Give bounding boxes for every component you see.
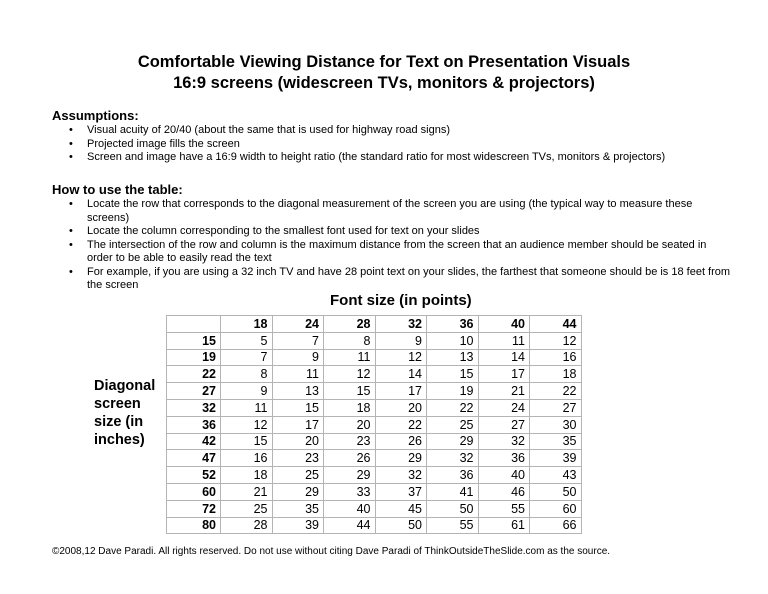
distance-cell: 5 [221,332,273,349]
distance-cell: 35 [272,500,324,517]
copyright-footer: ©2008,12 Dave Paradi. All rights reserved. Do not use without citing Dave Paradi of ThinkOutsideTheSlide.com as the source. [52,546,611,557]
distance-cell: 14 [478,349,530,366]
distance-cell: 23 [272,450,324,467]
distance-cell: 16 [530,349,582,366]
row-header-screen-size: 42 [167,433,221,450]
distance-cell: 7 [221,349,273,366]
distance-cell: 12 [324,366,376,383]
distance-cell: 21 [478,383,530,400]
distance-cell: 18 [221,467,273,484]
row-header-screen-size: 60 [167,483,221,500]
row-header-screen-size: 19 [167,349,221,366]
distance-cell: 7 [272,332,324,349]
distance-cell: 26 [324,450,376,467]
distance-cell: 9 [221,383,273,400]
distance-cell: 8 [221,366,273,383]
distance-cell: 40 [478,467,530,484]
table-row [167,416,582,433]
distance-cell: 19 [427,383,479,400]
distance-cell: 17 [375,383,427,400]
row-header-screen-size: 72 [167,500,221,517]
distance-cell: 22 [375,416,427,433]
distance-cell: 15 [324,383,376,400]
table-row [167,517,582,534]
page-subtitle: 16:9 screens (widescreen TVs, monitors & projectors) [173,74,595,92]
assumptions-section [52,108,732,165]
column-header: 24 [272,316,324,333]
distance-cell: 36 [427,467,479,484]
table-row [167,433,582,450]
distance-cell: 22 [530,383,582,400]
distance-cell: 20 [272,433,324,450]
table-row [167,399,582,416]
distance-cell: 61 [478,517,530,534]
distance-cell: 33 [324,483,376,500]
distance-cell: 16 [221,450,273,467]
assumption-item: • Visual acuity of 20/40 (about the same that is used for highway road signs) [87,124,732,138]
distance-cell: 46 [478,483,530,500]
table-row [167,450,582,467]
distance-cell: 44 [324,517,376,534]
table-body [167,332,582,534]
row-header-screen-size: 22 [167,366,221,383]
distance-cell: 11 [324,349,376,366]
distance-cell: 32 [478,433,530,450]
distance-cell: 55 [478,500,530,517]
distance-cell: 15 [427,366,479,383]
assumption-item: • Projected image fills the screen [87,138,732,152]
distance-cell: 10 [427,332,479,349]
column-header: 28 [324,316,376,333]
table-row [167,366,582,383]
distance-cell: 43 [530,467,582,484]
distance-cell: 39 [272,517,324,534]
distance-cell: 36 [478,450,530,467]
assumptions-list [52,124,732,165]
table-row [167,467,582,484]
distance-cell: 60 [530,500,582,517]
distance-cell: 32 [375,467,427,484]
distance-cell: 45 [375,500,427,517]
table-header-row [167,316,582,333]
distance-cell: 30 [530,416,582,433]
how-to-item: • Locate the column corresponding to the smallest font used for text on your slides [87,225,732,239]
how-to-item: • The intersection of the row and column is the maximum distance from the screen that an audience member should be seated in order to be able to easily read the text [87,239,732,266]
distance-cell: 20 [324,416,376,433]
how-to-heading: How to use the table: [52,182,183,197]
distance-cell: 18 [324,399,376,416]
column-header: 44 [530,316,582,333]
distance-cell: 20 [375,399,427,416]
distance-cell: 13 [272,383,324,400]
table-corner-cell [167,316,221,333]
distance-cell: 12 [530,332,582,349]
diagonal-size-axis-label: Diagonal screen size (in inches) [94,378,156,448]
distance-cell: 8 [324,332,376,349]
distance-cell: 22 [427,399,479,416]
distance-cell: 15 [272,399,324,416]
page-title: Comfortable Viewing Distance for Text on Presentation Visuals [137,53,631,71]
distance-cell: 25 [221,500,273,517]
distance-cell: 32 [427,450,479,467]
distance-cell: 29 [272,483,324,500]
distance-cell: 27 [530,399,582,416]
table-row [167,483,582,500]
row-header-screen-size: 15 [167,332,221,349]
distance-cell: 41 [427,483,479,500]
distance-cell: 25 [272,467,324,484]
distance-cell: 12 [221,416,273,433]
distance-cell: 11 [221,399,273,416]
distance-cell: 17 [478,366,530,383]
how-to-item: • Locate the row that corresponds to the diagonal measurement of the screen you are using (the typical way to measure these screens) [87,198,732,225]
table-row [167,349,582,366]
distance-cell: 18 [530,366,582,383]
distance-cell: 9 [375,332,427,349]
distance-cell: 55 [427,517,479,534]
column-header: 40 [478,316,530,333]
distance-cell: 50 [427,500,479,517]
how-to-list [52,198,732,293]
how-to-section [52,182,732,293]
how-to-item: • For example, if you are using a 32 inch TV and have 28 point text on your slides, the farthest that someone should be is 18 feet from the screen [87,266,732,293]
assumptions-heading: Assumptions: [52,108,139,123]
distance-cell: 39 [530,450,582,467]
distance-cell: 29 [375,450,427,467]
distance-cell: 14 [375,366,427,383]
column-header: 36 [427,316,479,333]
distance-cell: 11 [478,332,530,349]
row-header-screen-size: 32 [167,399,221,416]
distance-cell: 23 [324,433,376,450]
distance-cell: 12 [375,349,427,366]
distance-cell: 21 [221,483,273,500]
distance-cell: 17 [272,416,324,433]
row-header-screen-size: 80 [167,517,221,534]
row-header-screen-size: 27 [167,383,221,400]
row-header-screen-size: 36 [167,416,221,433]
distance-cell: 35 [530,433,582,450]
assumption-item: • Screen and image have a 16:9 width to height ratio (the standard ratio for most widescreen TVs, monitors & projectors) [87,151,732,165]
distance-cell: 27 [478,416,530,433]
distance-cell: 50 [375,517,427,534]
column-header: 18 [221,316,273,333]
table-row [167,500,582,517]
distance-cell: 25 [427,416,479,433]
distance-cell: 11 [272,366,324,383]
distance-cell: 66 [530,517,582,534]
table-row [167,332,582,349]
column-header: 32 [375,316,427,333]
row-header-screen-size: 52 [167,467,221,484]
row-header-screen-size: 47 [167,450,221,467]
distance-cell: 9 [272,349,324,366]
table-row [167,383,582,400]
distance-cell: 50 [530,483,582,500]
distance-cell: 13 [427,349,479,366]
distance-cell: 26 [375,433,427,450]
distance-cell: 29 [427,433,479,450]
distance-cell: 24 [478,399,530,416]
font-size-axis-label: Font size (in points) [330,292,472,309]
distance-cell: 28 [221,517,273,534]
viewing-distance-table [166,315,582,534]
distance-cell: 15 [221,433,273,450]
distance-cell: 29 [324,467,376,484]
distance-cell: 37 [375,483,427,500]
distance-cell: 40 [324,500,376,517]
